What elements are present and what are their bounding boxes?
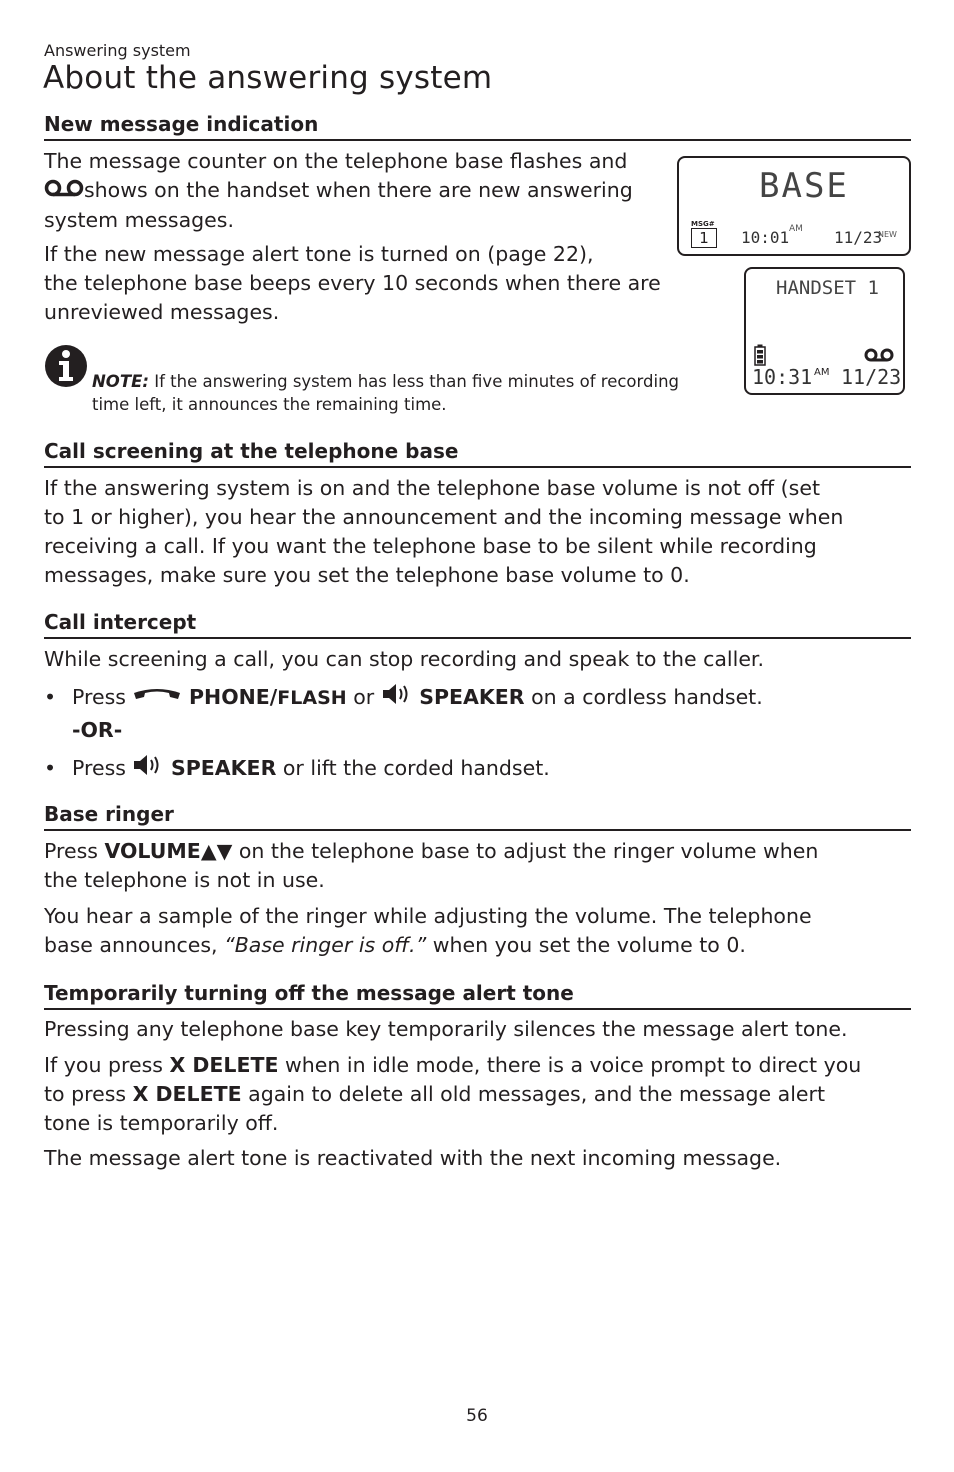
text-line: to 1 or higher), you hear the announcement and the incoming message when (44, 505, 844, 529)
text-line (44, 176, 684, 206)
running-head: Answering system (44, 41, 191, 60)
speaker-icon (132, 752, 164, 786)
bullet-dot: • (44, 756, 57, 780)
text-span: again to delete all old messages, and the message alert (248, 1082, 825, 1106)
text-line (44, 1051, 914, 1080)
new-message-paragraph-2 (44, 240, 724, 327)
new-message-paragraph-1 (44, 147, 684, 235)
text-span: on the telephone base to adjust the ringer volume when (238, 839, 819, 863)
text-span: If you press (44, 1053, 163, 1077)
text-span: to press (44, 1082, 127, 1106)
bullet-dot: • (44, 685, 57, 709)
note (92, 370, 717, 416)
alert-tone-paragraph-1: Pressing any telephone base key temporarily silences the message alert tone. (44, 1017, 848, 1041)
handset-date: 11/23 (841, 365, 902, 389)
call-screening-paragraph (44, 474, 914, 590)
text-span: or (353, 685, 375, 709)
alert-tone-paragraph-2 (44, 1051, 914, 1138)
note-label: NOTE: (92, 372, 149, 391)
text-line: If the answering system is on and the telephone base volume is not off (set (44, 476, 820, 500)
text-span: when in idle mode, there is a voice prompt to direct you (285, 1053, 862, 1077)
or-label (72, 716, 122, 745)
volume-arrows-icon: ▲▼ (200, 839, 233, 863)
handset-title: HANDSET 1 (776, 277, 879, 299)
text-line: system messages. (44, 207, 234, 232)
note-text-1: If the answering system has less than five minutes of recording (154, 372, 679, 391)
text-line (44, 837, 914, 866)
handset-time: 10:31 (752, 365, 813, 389)
text-line: The message counter on the telephone base flashes and (44, 149, 628, 173)
speaker-key: SPEAKER (171, 756, 277, 780)
text-line: the telephone is not in use. (44, 868, 325, 892)
flash-key: FLASH (277, 687, 347, 709)
quote: “Base ringer is off.” (224, 933, 427, 957)
text-span: when you set the volume to 0. (432, 933, 746, 957)
text-line: tone is temporarily off. (44, 1111, 279, 1135)
text-line (44, 931, 914, 960)
phone-icon (132, 684, 182, 713)
voicemail-icon (864, 347, 894, 367)
delete-key: X DELETE (169, 1053, 279, 1077)
base-date: 11/23 (834, 228, 883, 247)
text-line: If the new message alert tone is turned on (page 22), (44, 242, 594, 266)
text-line (44, 1080, 914, 1109)
or-text: -OR- (72, 718, 123, 742)
text-span: Press (72, 756, 126, 780)
text-span: shows on the handset when there are new answering (84, 178, 633, 202)
call-intercept-intro: While screening a call, you can stop recording and speak to the caller. (44, 647, 764, 671)
new-label: NEW (878, 230, 897, 239)
base-time: 10:01 (741, 228, 790, 247)
volume-key: VOLUME (104, 839, 201, 863)
base-ampm: AM (789, 224, 803, 234)
bullet-item-2 (44, 752, 550, 786)
delete-key: X DELETE (132, 1082, 242, 1106)
base-display (677, 156, 911, 256)
text-line: unreviewed messages. (44, 300, 280, 324)
phone-key: PHONE/ (189, 685, 278, 709)
section-heading-base-ringer: Base ringer (44, 802, 911, 831)
section-heading-new-message: New message indication (44, 112, 911, 141)
bullet-item-1 (44, 681, 763, 715)
note-line (92, 370, 717, 393)
speaker-icon (381, 681, 413, 715)
alert-tone-paragraph-3: The message alert tone is reactivated with the next incoming message. (44, 1146, 782, 1170)
section-heading-alert-tone: Temporarily turning off the message alert tone (44, 981, 911, 1010)
text-span: base announces, (44, 933, 218, 957)
handset-ampm: AM (814, 367, 830, 378)
text-span: Press (72, 685, 126, 709)
base-ringer-paragraph-2 (44, 902, 914, 960)
page-number: 56 (466, 1406, 488, 1426)
text-line: receiving a call. If you want the telephone base to be silent while recording (44, 534, 817, 558)
info-icon (43, 343, 89, 393)
msg-label: MSG# (691, 220, 715, 228)
base-display-main-text: BASE (759, 166, 849, 206)
voicemail-icon (44, 177, 84, 206)
text-span: or lift the corded handset. (282, 756, 550, 780)
handset-display (744, 267, 905, 395)
text-span: Press (44, 839, 98, 863)
speaker-key: SPEAKER (419, 685, 525, 709)
msg-count: 1 (691, 228, 717, 248)
text-span: on a cordless handset. (531, 685, 763, 709)
section-heading-call-intercept: Call intercept (44, 610, 911, 639)
text-line: messages, make sure you set the telephone base volume to 0. (44, 563, 690, 587)
text-line: the telephone base beeps every 10 seconds when there are (44, 271, 661, 295)
base-ringer-paragraph-1 (44, 837, 914, 895)
text-line: You hear a sample of the ringer while adjusting the volume. The telephone (44, 904, 812, 928)
page-title: About the answering system (43, 60, 493, 96)
section-heading-call-screening: Call screening at the telephone base (44, 439, 911, 468)
note-text-2: time left, it announces the remaining time. (92, 395, 447, 414)
